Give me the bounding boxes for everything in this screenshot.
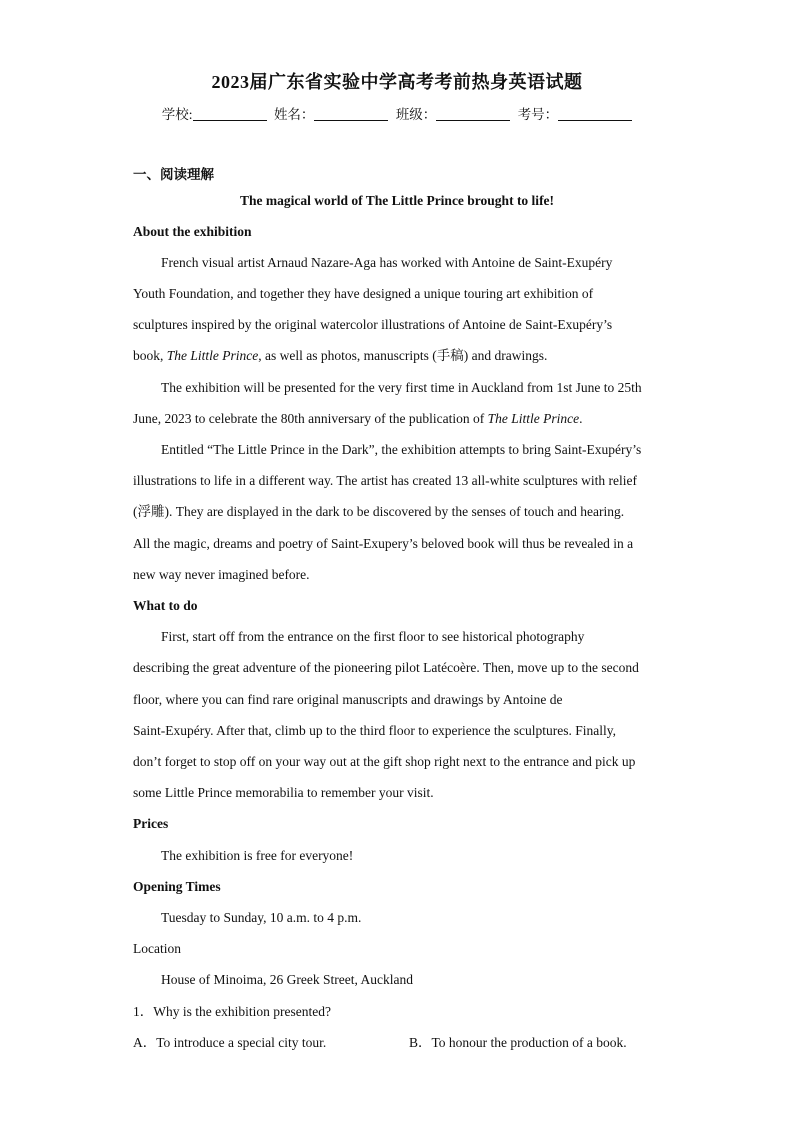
student-info-line bbox=[0, 103, 794, 123]
paragraph-line: new way never imagined before. bbox=[133, 567, 310, 582]
paragraph-line: illustrations to life in a different way. The artist has created 13 all-white sculptures with relief bbox=[133, 473, 637, 488]
text-run: , as well as photos, manuscripts (手稿) and drawings. bbox=[258, 348, 548, 363]
subheading-what-to-do: What to do bbox=[133, 598, 198, 613]
paragraph-line: Tuesday to Sunday, 10 a.m. to 4 p.m. bbox=[161, 910, 362, 925]
paragraph-line: Saint-Exupéry. After that, climb up to the third floor to experience the sculptures. Finally, bbox=[133, 723, 617, 738]
paragraph-line: Youth Foundation, and together they have designed a unique touring art exhibition of bbox=[133, 286, 594, 301]
question-stem: 1．Why is the exhibition presented? bbox=[133, 1004, 331, 1019]
paragraph-line: don’t forget to stop off on your way out at the gift shop right next to the entrance and pick up bbox=[133, 754, 636, 769]
text-run: June, 2023 to celebrate the 80th anniversary of the publication of bbox=[133, 411, 488, 426]
option-b[interactable]: B．To honour the production of a book. bbox=[409, 1035, 627, 1050]
class-blank[interactable] bbox=[436, 108, 510, 121]
paragraph-line: First, start off from the entrance on the first floor to see historical photography bbox=[161, 629, 585, 644]
class-label: 班级： bbox=[395, 107, 437, 122]
subheading-prices: Prices bbox=[133, 816, 169, 831]
subheading-opening-times: Opening Times bbox=[133, 879, 221, 894]
subheading-location: Location bbox=[133, 941, 181, 956]
paragraph-line: some Little Prince memorabilia to remember your visit. bbox=[133, 785, 434, 800]
book-title-italic: The Little Prince bbox=[487, 411, 580, 426]
paragraph-line: The exhibition is free for everyone! bbox=[161, 848, 354, 863]
paragraph-line bbox=[133, 410, 583, 428]
text-run: book, bbox=[133, 348, 167, 363]
paragraph-line: floor, where you can find rare original manuscripts and drawings by Antoine de bbox=[133, 692, 563, 707]
book-title-italic: The Little Prince bbox=[166, 348, 259, 363]
paragraph-line: Entitled “The Little Prince in the Dark”, the exhibition attempts to bring Saint-Exupéry’s bbox=[161, 442, 642, 457]
text-run: . bbox=[579, 411, 583, 426]
name-label: 姓名： bbox=[273, 107, 315, 122]
paragraph-line: House of Minoima, 26 Greek Street, Auckland bbox=[161, 972, 413, 987]
name-blank[interactable] bbox=[314, 108, 388, 121]
option-a[interactable]: A．To introduce a special city tour. bbox=[133, 1035, 327, 1050]
subheading-about: About the exhibition bbox=[133, 224, 252, 239]
paragraph-line bbox=[133, 347, 547, 365]
paragraph-line: (浮雕). They are displayed in the dark to be discovered by the senses of touch and hearing. bbox=[133, 504, 625, 519]
paragraph-line: describing the great adventure of the pioneering pilot Latécoère. Then, move up to the second bbox=[133, 660, 639, 675]
exam-title: 2023届广东省实验中学高考考前热身英语试题 bbox=[211, 72, 583, 92]
exam-number-blank[interactable] bbox=[558, 108, 632, 121]
paragraph-line: French visual artist Arnaud Nazare-Aga has worked with Antoine de Saint-Exupéry bbox=[161, 255, 613, 270]
paragraph-line: The exhibition will be presented for the very first time in Auckland from 1st June to 25th bbox=[161, 380, 642, 395]
school-blank[interactable] bbox=[193, 108, 267, 121]
paragraph-line: sculptures inspired by the original watercolor illustrations of Antoine de Saint-Exupéry’s bbox=[133, 317, 613, 332]
school-label: 学校: bbox=[161, 107, 193, 122]
passage-title: The magical world of The Little Prince brought to life! bbox=[239, 193, 555, 208]
exam-number-label: 考号： bbox=[517, 107, 559, 122]
section-heading: 一、阅读理解 bbox=[133, 167, 214, 182]
paragraph-line: All the magic, dreams and poetry of Saint-Exupery’s beloved book will thus be revealed in a bbox=[133, 536, 634, 551]
